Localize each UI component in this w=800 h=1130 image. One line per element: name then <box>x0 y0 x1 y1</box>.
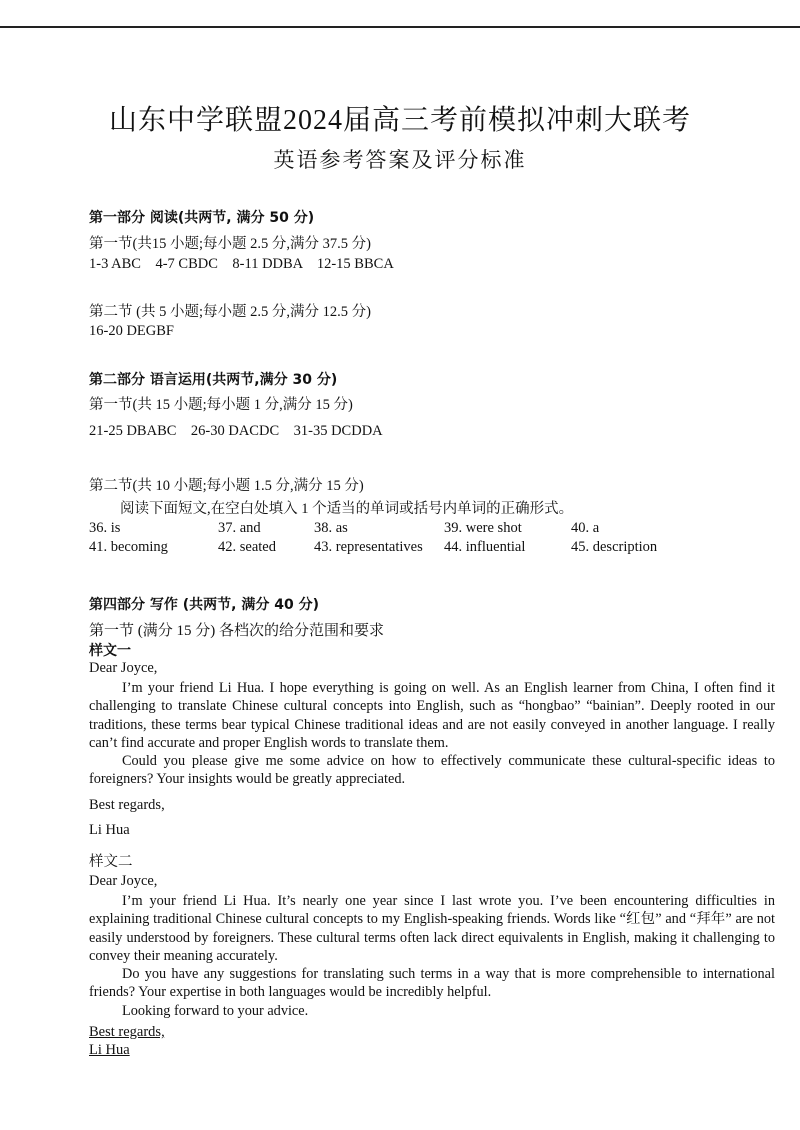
fill-answer: 43. representatives <box>314 539 423 555</box>
page-subtitle: 英语参考答案及评分标准 <box>273 148 527 172</box>
part4-section1-title: 第一节 (满分 15 分) 各档次的给分范围和要求 <box>89 623 384 639</box>
sample1-paragraph-2: Could you please give me some advice on how to effectively communicate these cultural-specific ideas to foreigners? Your insights would be greatly appreciated. <box>89 753 775 788</box>
fill-answers-grid <box>0 520 800 560</box>
fill-answer: 38. as <box>314 520 348 536</box>
part2-heading: 第二部分 语言运用(共两节,满分 30 分) <box>89 372 338 388</box>
sample1-label: 样文一 <box>89 643 131 659</box>
part1-section1-title: 第一节(共15 小题;每小题 2.5 分,满分 37.5 分) <box>89 236 371 252</box>
fill-answer: 45. description <box>571 539 658 555</box>
sample1-salutation: Dear Joyce, <box>89 660 158 676</box>
sample2-paragraph-1: I’m your friend Li Hua. It’s nearly one year since I last wrote you. I’ve been encountering difficulties in explaining traditional Chinese cultural concepts to my English-speaking friends. Words like “红包” and “拜年” are not easily understood by foreigners. These cultural terms often lack direct equivalents in English, making it challenging to convey their meaning accurately. <box>89 893 775 964</box>
sample1-body <box>89 679 775 789</box>
part1-heading: 第一部分 阅读(共两节, 满分 50 分) <box>89 210 315 226</box>
fill-answer: 37. and <box>218 520 261 536</box>
sample2-body <box>89 892 775 1020</box>
sample2-paragraph-2: Do you have any suggestions for translating such terms in a way that is more comprehensible to international friends? Your expertise in both languages would be incredibly helpful. <box>89 966 775 1001</box>
fill-answer: 41. becoming <box>89 539 168 555</box>
part2-section1-title: 第一节(共 15 小题;每小题 1 分,满分 15 分) <box>89 397 353 413</box>
sample2-signature: Li Hua <box>89 1042 130 1058</box>
part1-section1-answers: 1-3 ABC 4-7 CBDC 8-11 DDBA 12-15 BBCA <box>89 256 394 272</box>
part1-section2-title: 第二节 (共 5 小题;每小题 2.5 分,满分 12.5 分) <box>89 304 371 320</box>
part4-heading: 第四部分 写作 (共两节, 满分 40 分) <box>89 597 319 613</box>
sample1-paragraph-1: I’m your friend Li Hua. I hope everything is going on well. As an English learner from China, I often find it challenging to translate Chinese cultural concepts into English, such as “hongbao” “bainian”. Deeply rooted in our traditions, these terms bear typical Chinese traditional ideas and are not easily conveyed in another language. I really can’t find accurate and proper English words to translate them. <box>89 680 775 751</box>
sample2-label: 样文二 <box>89 854 133 870</box>
fill-answer: 39. were shot <box>444 520 522 536</box>
page-title: 山东中学联盟2024届高三考前模拟冲刺大联考 <box>108 105 691 136</box>
part2-section2-instruction: 阅读下面短文,在空白处填入 1 个适当的单词或括号内单词的正确形式。 <box>120 501 574 517</box>
sample1-signature: Li Hua <box>89 822 130 838</box>
part2-section1-answers: 21-25 DBABC 26-30 DACDC 31-35 DCDDA <box>89 423 383 439</box>
fill-answer: 44. influential <box>444 539 526 555</box>
fill-answer: 36. is <box>89 520 121 536</box>
part2-section2-title: 第二节(共 10 小题;每小题 1.5 分,满分 15 分) <box>89 478 364 494</box>
sample2-salutation: Dear Joyce, <box>89 873 158 889</box>
fill-answer: 40. a <box>571 520 600 536</box>
sample1-closing: Best regards, <box>89 797 165 813</box>
sample2-closing: Best regards, <box>89 1024 165 1040</box>
part1-section2-answers: 16-20 DEGBF <box>89 323 174 339</box>
sample2-paragraph-3: Looking forward to your advice. <box>122 1002 309 1019</box>
fill-answer: 42. seated <box>218 539 276 555</box>
